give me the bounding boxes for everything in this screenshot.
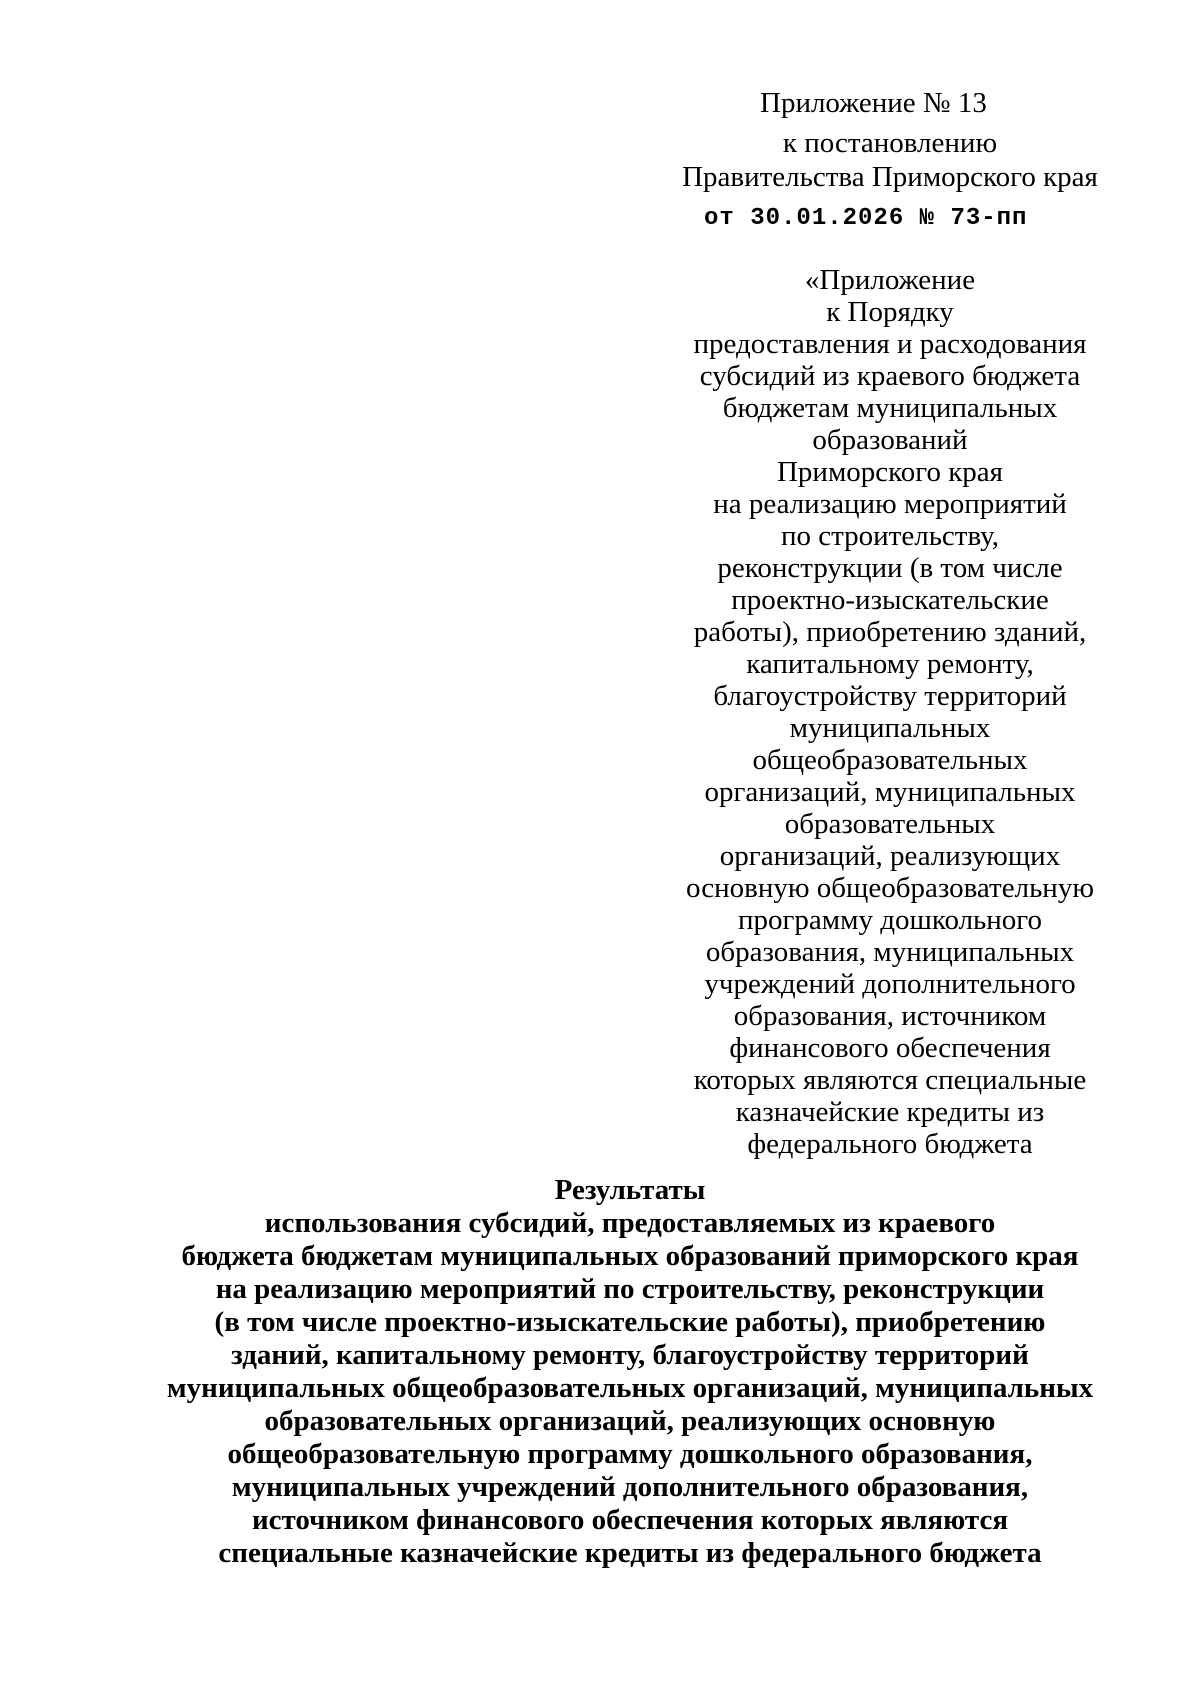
results-title-line: использования субсидий, предоставляемых из краевого <box>264 1207 996 1239</box>
order-appendix-line: по строительству, <box>780 520 1000 552</box>
order-appendix-line: основную общеобразовательную <box>686 872 1094 904</box>
order-appendix-line: образовательных <box>784 808 996 840</box>
order-appendix-line: бюджетам муниципальных <box>722 392 1058 424</box>
order-appendix-line: на реализацию мероприятий <box>713 488 1067 520</box>
results-heading: Результаты <box>554 1174 706 1206</box>
order-appendix-line: Приморского края <box>776 456 1004 488</box>
order-appendix-line: которых являются специальные <box>693 1064 1087 1096</box>
order-appendix-line: федерального бюджета <box>747 1128 1033 1160</box>
results-title-line: общеобразовательную программу дошкольного образования, <box>227 1438 1033 1470</box>
results-title-line: муниципальных общеобразовательных организаций, муниципальных <box>166 1372 1094 1404</box>
resolution-line: Правительства Приморского края <box>682 161 1098 193</box>
order-appendix-line: предоставления и расходования <box>693 328 1087 360</box>
order-appendix-line: капитальному ремонту, <box>746 648 1034 680</box>
order-appendix-line: реконструкции (в том числе <box>717 552 1063 584</box>
order-appendix-line: «Приложение <box>804 264 976 296</box>
results-title-line: (в том числе проектно-изыскательские работы), приобретению <box>214 1306 1046 1338</box>
results-title-line: образовательных организаций, реализующих основную <box>264 1405 996 1437</box>
results-title-line: муниципальных учреждений дополнительного образования, <box>231 1471 1029 1503</box>
order-appendix-line: программу дошкольного <box>738 904 1042 936</box>
order-appendix-line: образований <box>812 424 968 456</box>
results-title-line: зданий, капитальному ремонту, благоустройству территорий <box>231 1339 1029 1371</box>
order-appendix-line: муниципальных <box>789 712 991 744</box>
appendix-title: Приложение № 13 <box>760 87 987 119</box>
order-appendix-line: учреждений дополнительного <box>704 968 1076 1000</box>
order-appendix-line: образования, муниципальных <box>705 936 1075 968</box>
order-appendix-block <box>665 264 1115 1160</box>
order-appendix-line: финансового обеспечения <box>729 1032 1051 1064</box>
order-appendix-line: образования, источником <box>733 1000 1047 1032</box>
results-section <box>100 1174 1160 1570</box>
order-appendix-line: благоустройству территорий <box>713 680 1067 712</box>
order-appendix-line: субсидий из краевого бюджета <box>699 360 1081 392</box>
results-title-line: специальные казначейские кредиты из федерального бюджета <box>218 1537 1042 1569</box>
order-appendix-line: проектно-изыскательские <box>731 584 1049 616</box>
order-appendix-line: организаций, муниципальных <box>704 776 1076 808</box>
resolution-line: к постановлению <box>782 127 998 159</box>
order-appendix-line: работы), приобретению зданий, <box>693 616 1087 648</box>
results-title-line: источником финансового обеспечения которых являются <box>251 1504 1009 1536</box>
order-appendix-line: организаций, реализующих <box>719 840 1061 872</box>
order-appendix-line: к Порядку <box>826 296 954 328</box>
order-appendix-line: казначейские кредиты из <box>735 1096 1045 1128</box>
resolution-reference <box>670 126 1110 194</box>
date-number-stamp: от 30.01.2026 № 73-пп <box>704 205 1028 232</box>
results-title-line: на реализацию мероприятий по строительству, реконструкции <box>215 1273 1045 1305</box>
results-title-line: бюджета бюджетам муниципальных образований приморского края <box>181 1240 1079 1272</box>
order-appendix-line: общеобразовательных <box>752 744 1028 776</box>
